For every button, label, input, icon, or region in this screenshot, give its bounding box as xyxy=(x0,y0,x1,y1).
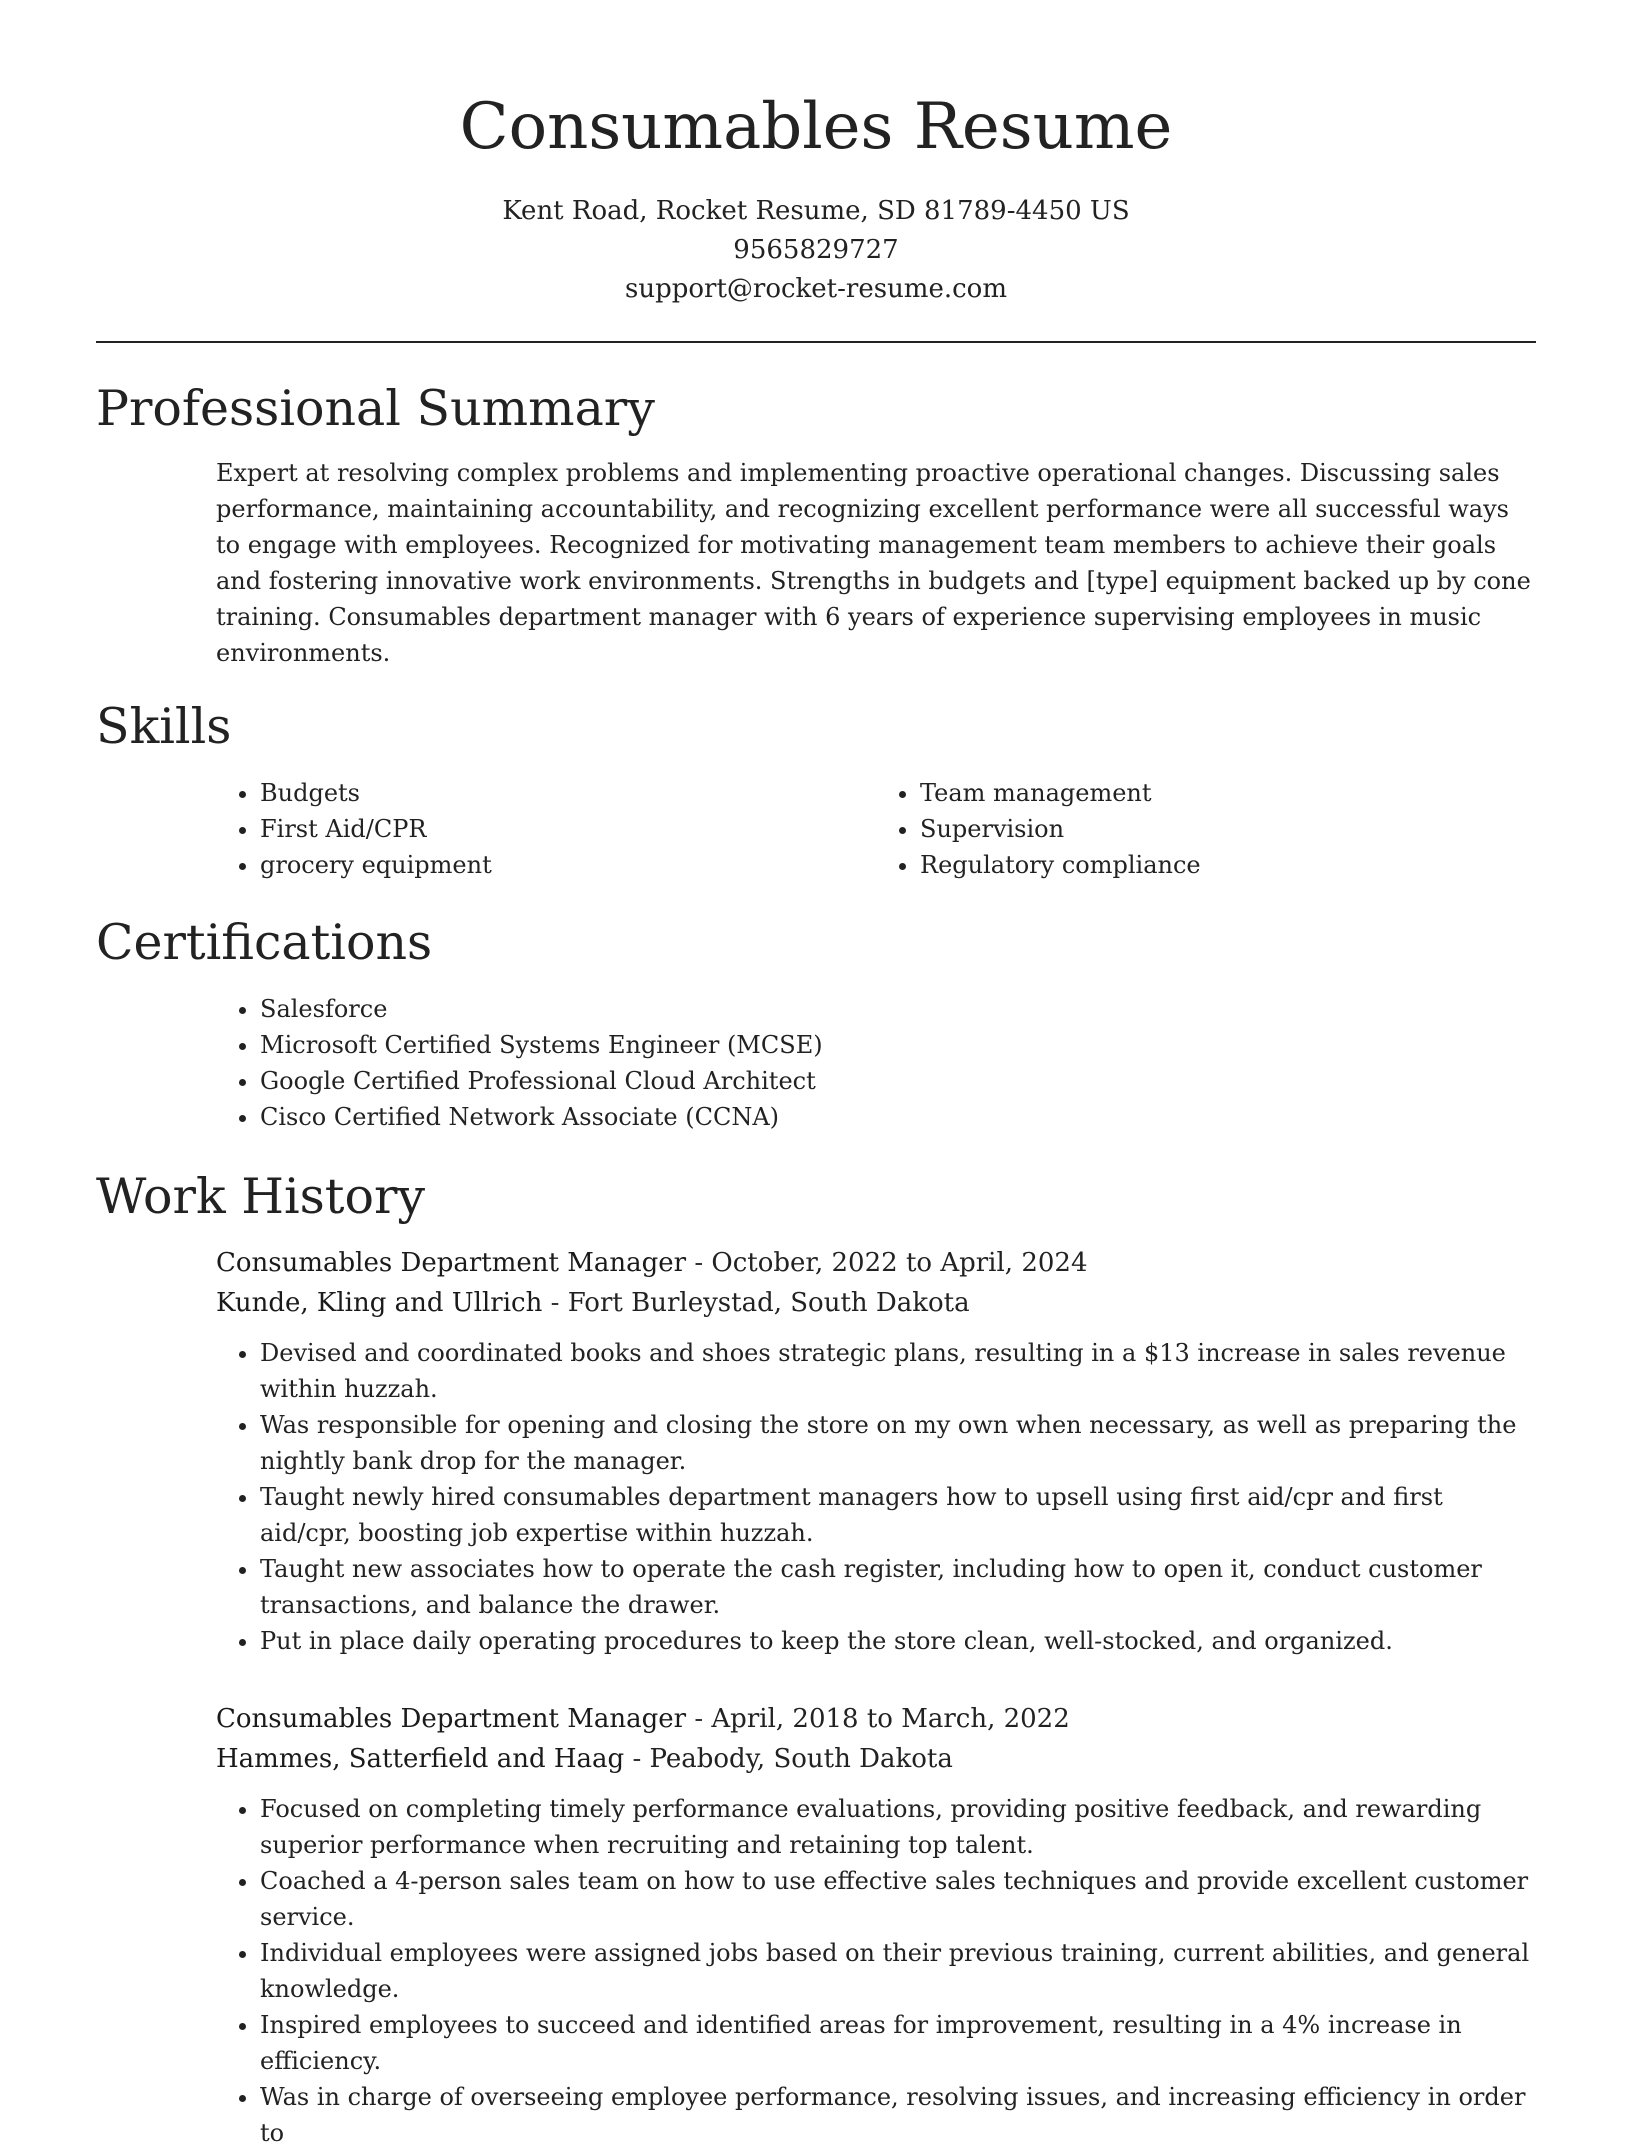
job-dates: October, 2022 to April, 2024 xyxy=(711,1248,1088,1278)
certification-item: • Microsoft Certified Systems Engineer (MCSE) xyxy=(260,1027,1536,1063)
job-duty-item: • Focused on completing timely performance evaluations, providing positive feedback, and rewarding superior performance when recruiting and retaining top talent. xyxy=(260,1791,1536,1863)
job-company-line xyxy=(216,1283,1536,1323)
job-separator: - xyxy=(542,1288,568,1318)
certifications-list xyxy=(216,991,1536,1135)
certification-item: • Cisco Certified Network Associate (CCNA) xyxy=(260,1099,1536,1135)
certifications-heading: Certifications xyxy=(96,914,433,971)
job-title: Consumables Department Manager xyxy=(216,1248,687,1278)
job-separator: - xyxy=(686,1704,712,1734)
certifications-section xyxy=(96,911,1536,1135)
contact-info xyxy=(96,192,1536,309)
skill-item: • grocery equipment xyxy=(260,847,876,883)
certification-item: • Google Certified Professional Cloud Architect xyxy=(260,1063,1536,1099)
job-location: Peabody, South Dakota xyxy=(649,1744,953,1774)
job-duty-item: • Was in charge of overseeing employee performance, resolving issues, and increasing efficiency in order to xyxy=(260,2079,1536,2151)
skill-item: • Supervision xyxy=(920,811,1536,847)
job-company: Kunde, Kling and Ullrich xyxy=(216,1288,543,1318)
contact-address: Kent Road, Rocket Resume, SD 81789-4450 US xyxy=(502,196,1130,226)
job-duty-item: • Taught new associates how to operate the cash register, including how to open it, conduct customer transactions, and balance the drawer. xyxy=(260,1551,1536,1623)
work-history-heading: Work History xyxy=(96,1168,426,1225)
skill-item: • Budgets xyxy=(260,775,876,811)
job-duty-item: • Was responsible for opening and closing the store on my own when necessary, as well as preparing the nightly bank drop for the manager. xyxy=(260,1407,1536,1479)
skills-column-left xyxy=(216,775,876,883)
work-history-section xyxy=(96,1165,1536,2151)
header-divider xyxy=(96,341,1536,343)
job-entry xyxy=(216,1243,1536,1659)
job-dates: April, 2018 to March, 2022 xyxy=(711,1704,1070,1734)
skills-grid xyxy=(216,775,1536,883)
job-title-line xyxy=(216,1699,1536,1739)
job-duties-list xyxy=(216,1335,1536,1659)
skills-section xyxy=(96,695,1536,883)
skill-item: • First Aid/CPR xyxy=(260,811,876,847)
job-separator: - xyxy=(686,1248,712,1278)
skill-item: • Regulatory compliance xyxy=(920,847,1536,883)
summary-text: Expert at resolving complex problems and implementing proactive operational changes. Discussing sales performance, maintaining accountability, and recognizing excellent performance were all successful ways to engage with employees. Recognized for motivating management team members to achieve their goals and fostering innovative work environments. Strengths in budgets and [type] equipment backed up by cone training. Consumables department manager with 6 years of experience supervising employees in music environments. xyxy=(216,459,1531,667)
skill-item: • Team management xyxy=(920,775,1536,811)
job-duty-item: • Devised and coordinated books and shoes strategic plans, resulting in a $13 increase in sales revenue within huzzah. xyxy=(260,1335,1536,1407)
contact-phone: 9565829727 xyxy=(733,235,899,265)
job-location: Fort Burleystad, South Dakota xyxy=(567,1288,970,1318)
skills-heading: Skills xyxy=(96,698,232,755)
job-duty-item: • Individual employees were assigned jobs based on their previous training, current abilities, and general knowledge. xyxy=(260,1935,1536,2007)
job-title-line xyxy=(216,1243,1536,1283)
job-duty-item: • Taught newly hired consumables department managers how to upsell using first aid/cpr and first aid/cpr, boosting job expertise within huzzah. xyxy=(260,1479,1536,1551)
job-separator: - xyxy=(624,1744,650,1774)
job-title: Consumables Department Manager xyxy=(216,1704,687,1734)
certification-item: • Salesforce xyxy=(260,991,1536,1027)
job-entry xyxy=(216,1699,1536,2151)
job-duty-item: • Inspired employees to succeed and identified areas for improvement, resulting in a 4% increase in efficiency. xyxy=(260,2007,1536,2079)
job-company-line xyxy=(216,1739,1536,1779)
skills-column-right xyxy=(876,775,1536,883)
resume-header xyxy=(96,0,1536,309)
contact-email: support@rocket-resume.com xyxy=(624,274,1007,304)
job-company: Hammes, Satterfield and Haag xyxy=(216,1744,625,1774)
summary-section xyxy=(96,377,1536,671)
summary-heading: Professional Summary xyxy=(96,380,655,437)
job-duty-item: • Put in place daily operating procedures to keep the store clean, well-stocked, and organized. xyxy=(260,1623,1536,1659)
job-duty-item: • Coached a 4-person sales team on how to use effective sales techniques and provide excellent customer service. xyxy=(260,1863,1536,1935)
document-title: Consumables Resume xyxy=(459,90,1173,164)
job-duties-list xyxy=(216,1791,1536,2151)
